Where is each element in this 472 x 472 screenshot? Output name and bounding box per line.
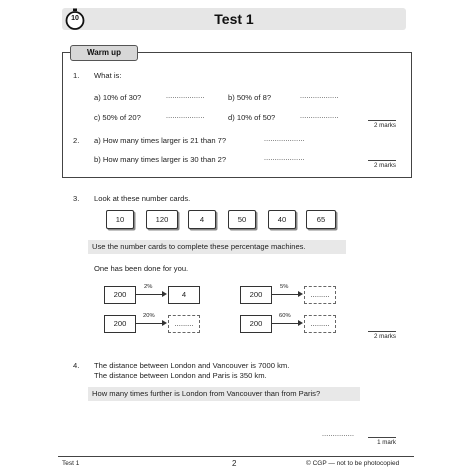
machine-answer-box[interactable]: .........	[304, 315, 336, 333]
q1d-text: d) 10% of 50?	[228, 113, 276, 122]
machine-percent: 5%	[280, 284, 289, 290]
marks-rule	[368, 120, 396, 121]
arrow-line	[271, 323, 299, 324]
arrow-icon	[162, 320, 167, 326]
q2-marks: 2 marks	[373, 162, 396, 169]
warmup-tab: Warm up	[70, 45, 138, 61]
q1a-text: a) 10% of 30?	[94, 93, 142, 102]
number-card: 40	[268, 210, 296, 229]
page-number: 2	[232, 459, 237, 468]
marks-rule	[368, 160, 396, 161]
q3-marks: 2 marks	[373, 333, 396, 340]
q1b-answer[interactable]: ..................	[300, 93, 339, 100]
machine-answer-box[interactable]: .........	[168, 315, 200, 333]
machine-input: 200	[104, 315, 136, 333]
machine-percent: 2%	[144, 284, 153, 290]
arrow-line	[271, 294, 299, 295]
footer-test-label: Test 1	[62, 460, 80, 467]
q1-prompt: What is:	[94, 71, 122, 80]
q1b-text: b) 50% of 8?	[228, 93, 272, 102]
number-card: 10	[106, 210, 134, 229]
number-card: 120	[146, 210, 178, 229]
q1-number: 1.	[73, 71, 80, 80]
arrow-icon	[298, 320, 303, 326]
machine-input: 200	[240, 286, 272, 304]
q1c-answer[interactable]: ..................	[166, 113, 205, 120]
arrow-line	[135, 323, 163, 324]
q2a-text: a) How many times larger is 21 than 7?	[94, 136, 227, 145]
q3-instruction: Use the number cards to complete these percentage machines.	[88, 240, 346, 254]
marks-rule	[368, 437, 396, 438]
q3-note: One has been done for you.	[94, 264, 189, 273]
copyright-notice: © CGP — not to be photocopied	[306, 460, 400, 467]
timer-minutes: 10	[71, 15, 79, 22]
q4-marks: 1 mark	[377, 439, 396, 446]
machine-output: 4	[168, 286, 200, 304]
machine-answer-box[interactable]: .........	[304, 286, 336, 304]
machine-percent: 60%	[279, 313, 291, 319]
q2b-answer[interactable]: ...................	[264, 155, 305, 162]
q1d-answer[interactable]: ..................	[300, 113, 339, 120]
arrow-icon	[298, 291, 303, 297]
footer-rule	[58, 456, 414, 457]
q4-line2: The distance between London and Paris is 350 km.	[94, 371, 267, 380]
machine-percent: 20%	[143, 313, 155, 319]
q3-number: 3.	[73, 194, 80, 203]
page-title: Test 1	[214, 11, 254, 27]
q1a-answer[interactable]: ..................	[166, 93, 205, 100]
arrow-line	[135, 294, 163, 295]
q1-marks: 2 marks	[373, 122, 396, 129]
q2b-text: b) How many times larger is 30 than 2?	[94, 155, 227, 164]
q4-answer[interactable]: ...............	[322, 431, 355, 438]
test-header-bar	[62, 8, 406, 30]
machine-input: 200	[240, 315, 272, 333]
q1c-text: c) 50% of 20?	[94, 113, 141, 122]
q2-number: 2.	[73, 136, 80, 145]
q4-number: 4.	[73, 361, 80, 370]
q3-intro: Look at these number cards.	[94, 194, 191, 203]
q4-question: How many times further is London from Vancouver than from Paris?	[88, 387, 360, 401]
arrow-icon	[162, 291, 167, 297]
q2a-answer[interactable]: ...................	[264, 136, 305, 143]
machine-input: 200	[104, 286, 136, 304]
number-card: 50	[228, 210, 256, 229]
marks-rule	[368, 331, 396, 332]
q4-line1: The distance between London and Vancouver is 7000 km.	[94, 361, 290, 370]
number-card: 65	[306, 210, 336, 229]
number-card: 4	[188, 210, 216, 229]
